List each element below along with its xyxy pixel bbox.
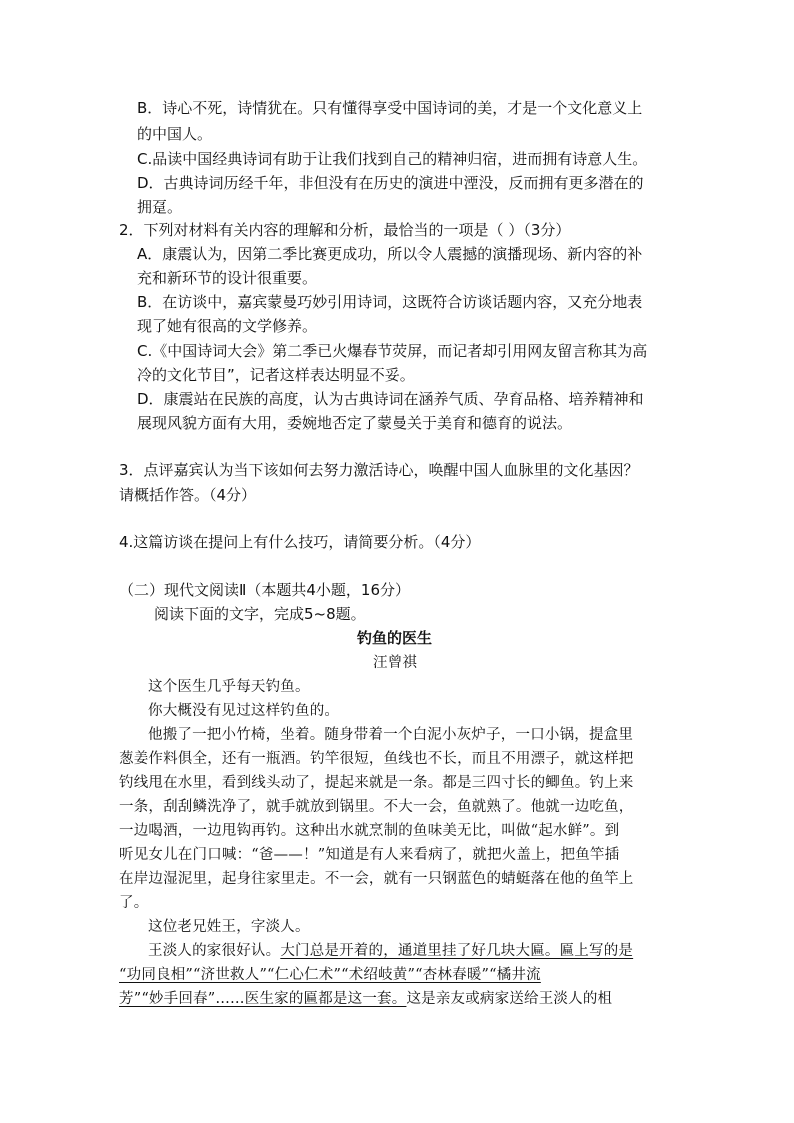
q2-option-b-line1: B．在访谈中，嘉宾蒙曼巧妙引用诗词，这既符合访谈话题内容，又充分地表 bbox=[137, 293, 643, 311]
passage-paragraph-3-line6: 听见女儿在门口喊：“爸——！”知道是有人来看病了，就把火盖上，把鱼竿插 bbox=[119, 847, 620, 863]
passage-paragraph-5-line3 bbox=[119, 989, 612, 1009]
passage-paragraph-5-line1 bbox=[148, 941, 633, 961]
passage-author: 汪曾祺 bbox=[373, 655, 418, 671]
q2-option-c-line2: 冷的文化节目”，记者这样表达明显不妥。 bbox=[137, 366, 415, 384]
passage-paragraph-2: 你大概没有见过这样钓鱼的。 bbox=[148, 703, 340, 719]
passage-paragraph-3-line2: 葱姜作料俱全，还有一瓶酒。钓竿很短，鱼线也不长，而且不用漂子，就这样把 bbox=[119, 751, 634, 767]
passage-paragraph-3-line7: 在岸边湿泥里，起身往家里走。不一会，就有一只钢蓝色的蜻蜓落在他的鱼竿上 bbox=[119, 871, 634, 887]
q2-option-a-line1: A．康震认为，因第二季比赛更成功，所以令人震撼的演播现场、新内容的补 bbox=[137, 245, 643, 263]
q1-option-d-line1: D．古典诗词历经千年，非但没有在历史的演进中湮没，反而拥有更多潜在的 bbox=[137, 174, 644, 192]
q2-option-b-line2: 现了她有很高的文学修养。 bbox=[137, 317, 318, 335]
q1-option-b-line2: 的中国人。 bbox=[137, 125, 213, 143]
passage-paragraph-1: 这个医生几乎每天钓鱼。 bbox=[148, 679, 310, 695]
passage-paragraph-3-line5: 一边喝酒，一边甩钩再钓。这种出水就烹制的鱼味美无比，叫做“起水鲜”。到 bbox=[119, 823, 620, 839]
passage-paragraph-3-line4: 一条，刮刮鳞洗净了，就手就放到锅里。不大一会，鱼就熟了。他就一边吃鱼， bbox=[119, 799, 634, 815]
q3-line1: 3．点评嘉宾认为当下该如何去努力激活诗心，唤醒中国人血脉里的文化基因？ bbox=[119, 461, 639, 479]
section2-heading: （二）现代文阅读Ⅱ（本题共4小题，16分） bbox=[119, 581, 411, 599]
underlined-text: “功同良相”“济世救人”“仁心仁术”“术绍岐黄”“杏林春暖”“橘井流 bbox=[119, 967, 541, 983]
section2-instruction: 阅读下面的文字，完成5~8题。 bbox=[154, 605, 366, 623]
passage-paragraph-3-line1: 他搬了一把小竹椅，坐着。随身带着一个白泥小灰炉子，一口小锅，提盒里 bbox=[148, 727, 634, 743]
underlined-text: 芳”“妙手回春”……医生家的匾都是这一套。 bbox=[119, 991, 407, 1007]
q1-option-d-line2: 拥趸。 bbox=[137, 198, 183, 216]
q2-option-d-line1: D．康震站在民族的高度，认为古典诗词在涵养气质、孕育品格、培养精神和 bbox=[137, 390, 644, 408]
passage-paragraph-3-line3: 钓线甩在水里，看到线头动了，提起来就是一条。都是三四寸长的鲫鱼。钓上来 bbox=[119, 775, 634, 791]
passage-paragraph-4: 这位老兄姓王，字淡人。 bbox=[148, 919, 310, 935]
passage-paragraph-3-line8: 了。 bbox=[119, 895, 149, 911]
q1-option-c-line1: C.品读中国经典诗词有助于让我们找到自己的精神归宿，进而拥有诗意人生。 bbox=[137, 150, 648, 168]
q2-option-a-line2: 充和新环节的设计很重要。 bbox=[137, 269, 318, 287]
q4-line1: 4.这篇访谈在提问上有什么技巧，请简要分析。（4分） bbox=[119, 533, 481, 551]
q2-stem: 2．下列对材料有关内容的理解和分析，最恰当的一项是（ ）（3分） bbox=[119, 221, 571, 239]
q3-line2: 请概括作答。（4分） bbox=[119, 486, 257, 504]
passage-paragraph-5-line2 bbox=[119, 965, 541, 985]
q2-option-d-line2: 展现风貌方面有大用，委婉地否定了蒙曼关于美育和德育的说法。 bbox=[137, 414, 573, 432]
paragraph-5-text: 王淡人的家很好认。 bbox=[148, 943, 281, 959]
underlined-text: 大门总是开着的，通道里挂了好几块大匾。匾上写的是 bbox=[280, 943, 634, 959]
q2-option-c-line1: C.《中国诗词大会》第二季已火爆春节荧屏，而记者却引用网友留言称其为高 bbox=[137, 342, 648, 360]
paragraph-5-text: 这是亲友或病家送给王淡人的柤 bbox=[406, 991, 613, 1007]
q1-option-b-line1: B．诗心不死，诗情犹在。只有懂得享受中国诗词的美，才是一个文化意义上 bbox=[137, 99, 643, 117]
passage-title: 钓鱼的医生 bbox=[357, 629, 433, 647]
